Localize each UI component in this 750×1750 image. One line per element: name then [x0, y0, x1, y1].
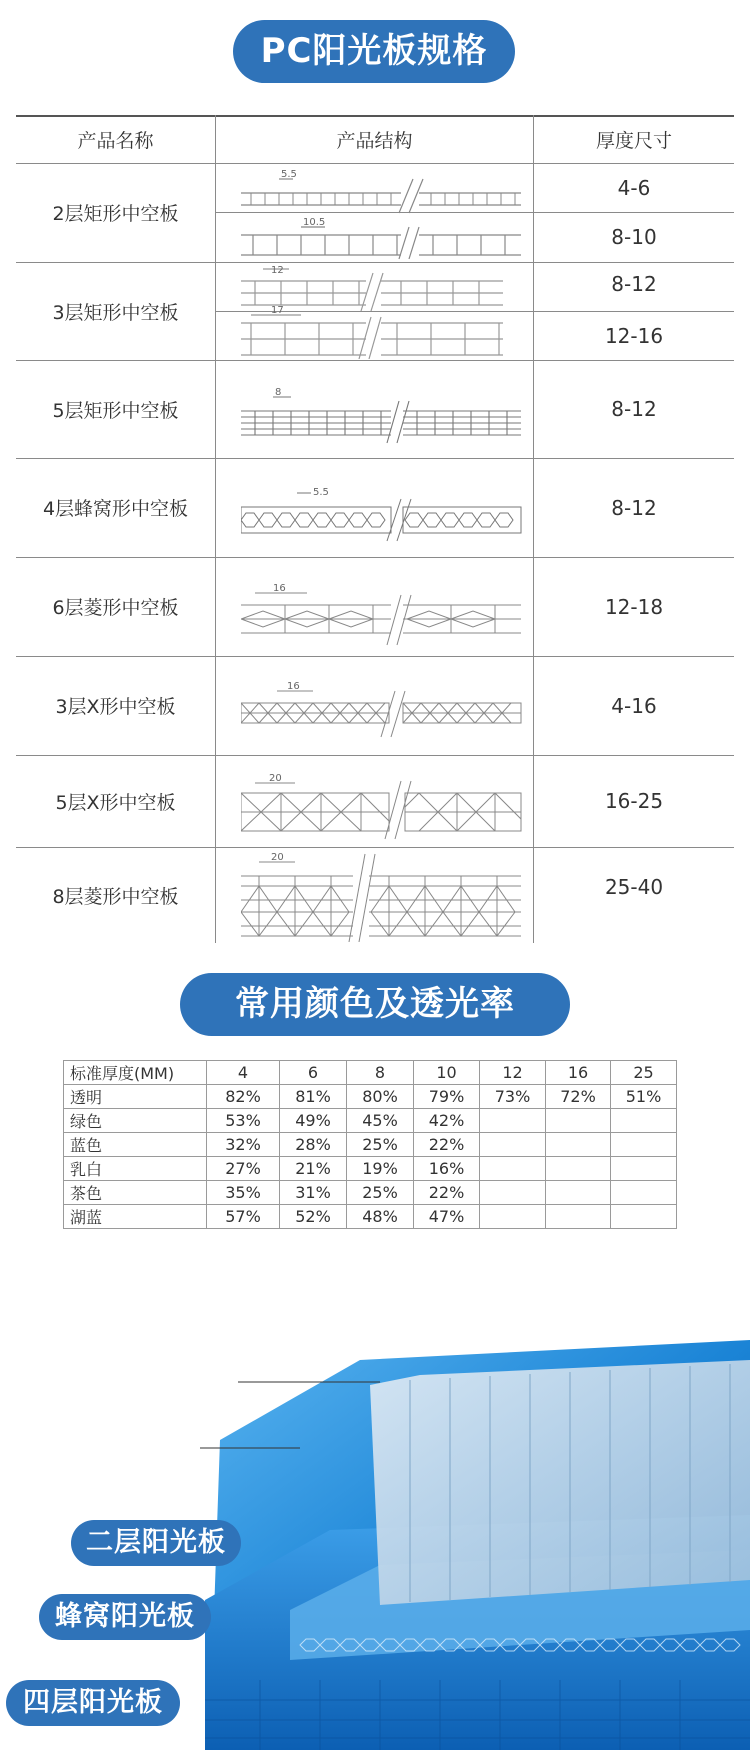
structure-diagram-3layer [241, 263, 526, 359]
table-cell: 79% [414, 1085, 480, 1109]
table-cell: 19% [347, 1157, 414, 1181]
thickness-value: 12-18 [604, 594, 664, 619]
table-header-row [64, 1061, 677, 1085]
structure-diagram-6layer-diamond [241, 575, 526, 651]
table-cell: 32% [207, 1133, 280, 1157]
table-cell: 47% [414, 1205, 480, 1229]
color-name: 蓝色 [64, 1133, 207, 1157]
col-header-structure: 产品结构 [336, 129, 413, 152]
table-cell: 51% [611, 1085, 677, 1109]
label-honeycomb: 蜂窝阳光板 [39, 1594, 211, 1640]
table-cell [480, 1205, 546, 1229]
structure-diagram-3layer-x [241, 677, 526, 747]
col-header-name: 产品名称 [77, 129, 154, 152]
header-cell: 6 [280, 1061, 347, 1085]
thickness-value: 16-25 [604, 789, 664, 813]
thickness-value: 4-16 [611, 693, 657, 718]
table-cell [546, 1109, 611, 1133]
color-title: 常用颜色及透光率 [180, 973, 570, 1036]
table-cell [611, 1133, 677, 1157]
table-cell [546, 1157, 611, 1181]
table-cell: 21% [280, 1157, 347, 1181]
table-cell [480, 1181, 546, 1205]
table-cell: 31% [280, 1181, 347, 1205]
structure-diagram-2layer [241, 165, 526, 261]
table-cell: 53% [207, 1109, 280, 1133]
table-row [64, 1133, 677, 1157]
table-cell: 49% [280, 1109, 347, 1133]
table-cell: 80% [347, 1085, 414, 1109]
table-cell [480, 1157, 546, 1181]
table-cell: 25% [347, 1133, 414, 1157]
dim-label: 12 [271, 265, 284, 276]
thickness-value: 8-12 [611, 271, 657, 296]
row-name: 6层菱形中空板 [52, 597, 179, 619]
table-cell [611, 1109, 677, 1133]
transmittance-table [63, 1060, 677, 1229]
table-cell [546, 1205, 611, 1229]
table-cell: 81% [280, 1085, 347, 1109]
dim-label: 5.5 [313, 487, 329, 498]
dim-label: 10.5 [303, 217, 326, 228]
dim-label: 8 [275, 387, 282, 398]
label-two-layer: 二层阳光板 [71, 1520, 241, 1566]
table-col-rule [215, 115, 216, 943]
table-row [64, 1205, 677, 1229]
table-cell: 16% [414, 1157, 480, 1181]
dim-label: 20 [271, 852, 284, 863]
table-cell: 22% [414, 1181, 480, 1205]
header-cell: 10 [414, 1061, 480, 1085]
table-cell: 25% [347, 1181, 414, 1205]
row-name: 8层菱形中空板 [52, 885, 179, 908]
table-cell [480, 1133, 546, 1157]
table-cell: 52% [280, 1205, 347, 1229]
table-cell: 48% [347, 1205, 414, 1229]
table-cell: 27% [207, 1157, 280, 1181]
col-header-thickness: 厚度尺寸 [595, 129, 672, 152]
panel-upper [241, 179, 521, 213]
panel-lower [241, 227, 521, 259]
header-cell: 4 [207, 1061, 280, 1085]
spec-title: PC阳光板规格 [233, 20, 515, 83]
dim-label: 16 [273, 583, 286, 594]
header-cell: 标准厚度(MM) [64, 1061, 207, 1085]
table-cell: 45% [347, 1109, 414, 1133]
table-cell: 72% [546, 1085, 611, 1109]
table-cell [546, 1181, 611, 1205]
thickness-value: 8-10 [611, 225, 657, 249]
row-name: 4层蜂窝形中空板 [42, 498, 189, 520]
row-name: 5层X形中空板 [55, 791, 176, 814]
thickness-value: 12-16 [604, 323, 664, 348]
color-name: 茶色 [64, 1181, 207, 1205]
header-cell: 16 [546, 1061, 611, 1085]
header-cell: 12 [480, 1061, 546, 1085]
structure-diagram-5layer-x [241, 767, 526, 843]
dim-label: 5.5 [281, 169, 297, 180]
table-cell: 57% [207, 1205, 280, 1229]
dim-label: 20 [269, 773, 282, 784]
table-cell: 28% [280, 1133, 347, 1157]
color-name: 绿色 [64, 1109, 207, 1133]
table-cell: 35% [207, 1181, 280, 1205]
table-cell [546, 1133, 611, 1157]
dim-label: 17 [271, 305, 284, 316]
table-row [64, 1181, 677, 1205]
row-name: 3层X形中空板 [55, 696, 176, 718]
table-cell: 73% [480, 1085, 546, 1109]
thickness-value: 4-6 [617, 175, 651, 200]
row-name: 3层矩形中空板 [52, 301, 179, 324]
row-name: 2层矩形中空板 [52, 203, 179, 225]
structure-diagram-8layer-diamond [241, 850, 526, 942]
dim-label: 16 [287, 681, 300, 692]
color-name: 湖蓝 [64, 1205, 207, 1229]
header-cell: 25 [611, 1061, 677, 1085]
table-cell [611, 1157, 677, 1181]
clear-sheet [370, 1360, 750, 1605]
table-row [64, 1157, 677, 1181]
table-cell: 22% [414, 1133, 480, 1157]
structure-diagram-honeycomb [241, 477, 526, 549]
color-name: 透明 [64, 1085, 207, 1109]
table-cell [611, 1181, 677, 1205]
label-four-layer: 四层阳光板 [6, 1680, 180, 1726]
table-row [64, 1109, 677, 1133]
table-cell: 42% [414, 1109, 480, 1133]
row-name: 5层矩形中空板 [52, 399, 179, 422]
thickness-value: 8-12 [611, 495, 657, 520]
header-cell: 8 [347, 1061, 414, 1085]
structure-diagram-5layer [241, 377, 526, 449]
table-cell [611, 1205, 677, 1229]
thickness-value: 25-40 [604, 875, 664, 899]
table-cell: 82% [207, 1085, 280, 1109]
table-cell [480, 1109, 546, 1133]
color-name: 乳白 [64, 1157, 207, 1181]
table-row [64, 1085, 677, 1109]
thickness-value: 8-12 [611, 397, 657, 421]
